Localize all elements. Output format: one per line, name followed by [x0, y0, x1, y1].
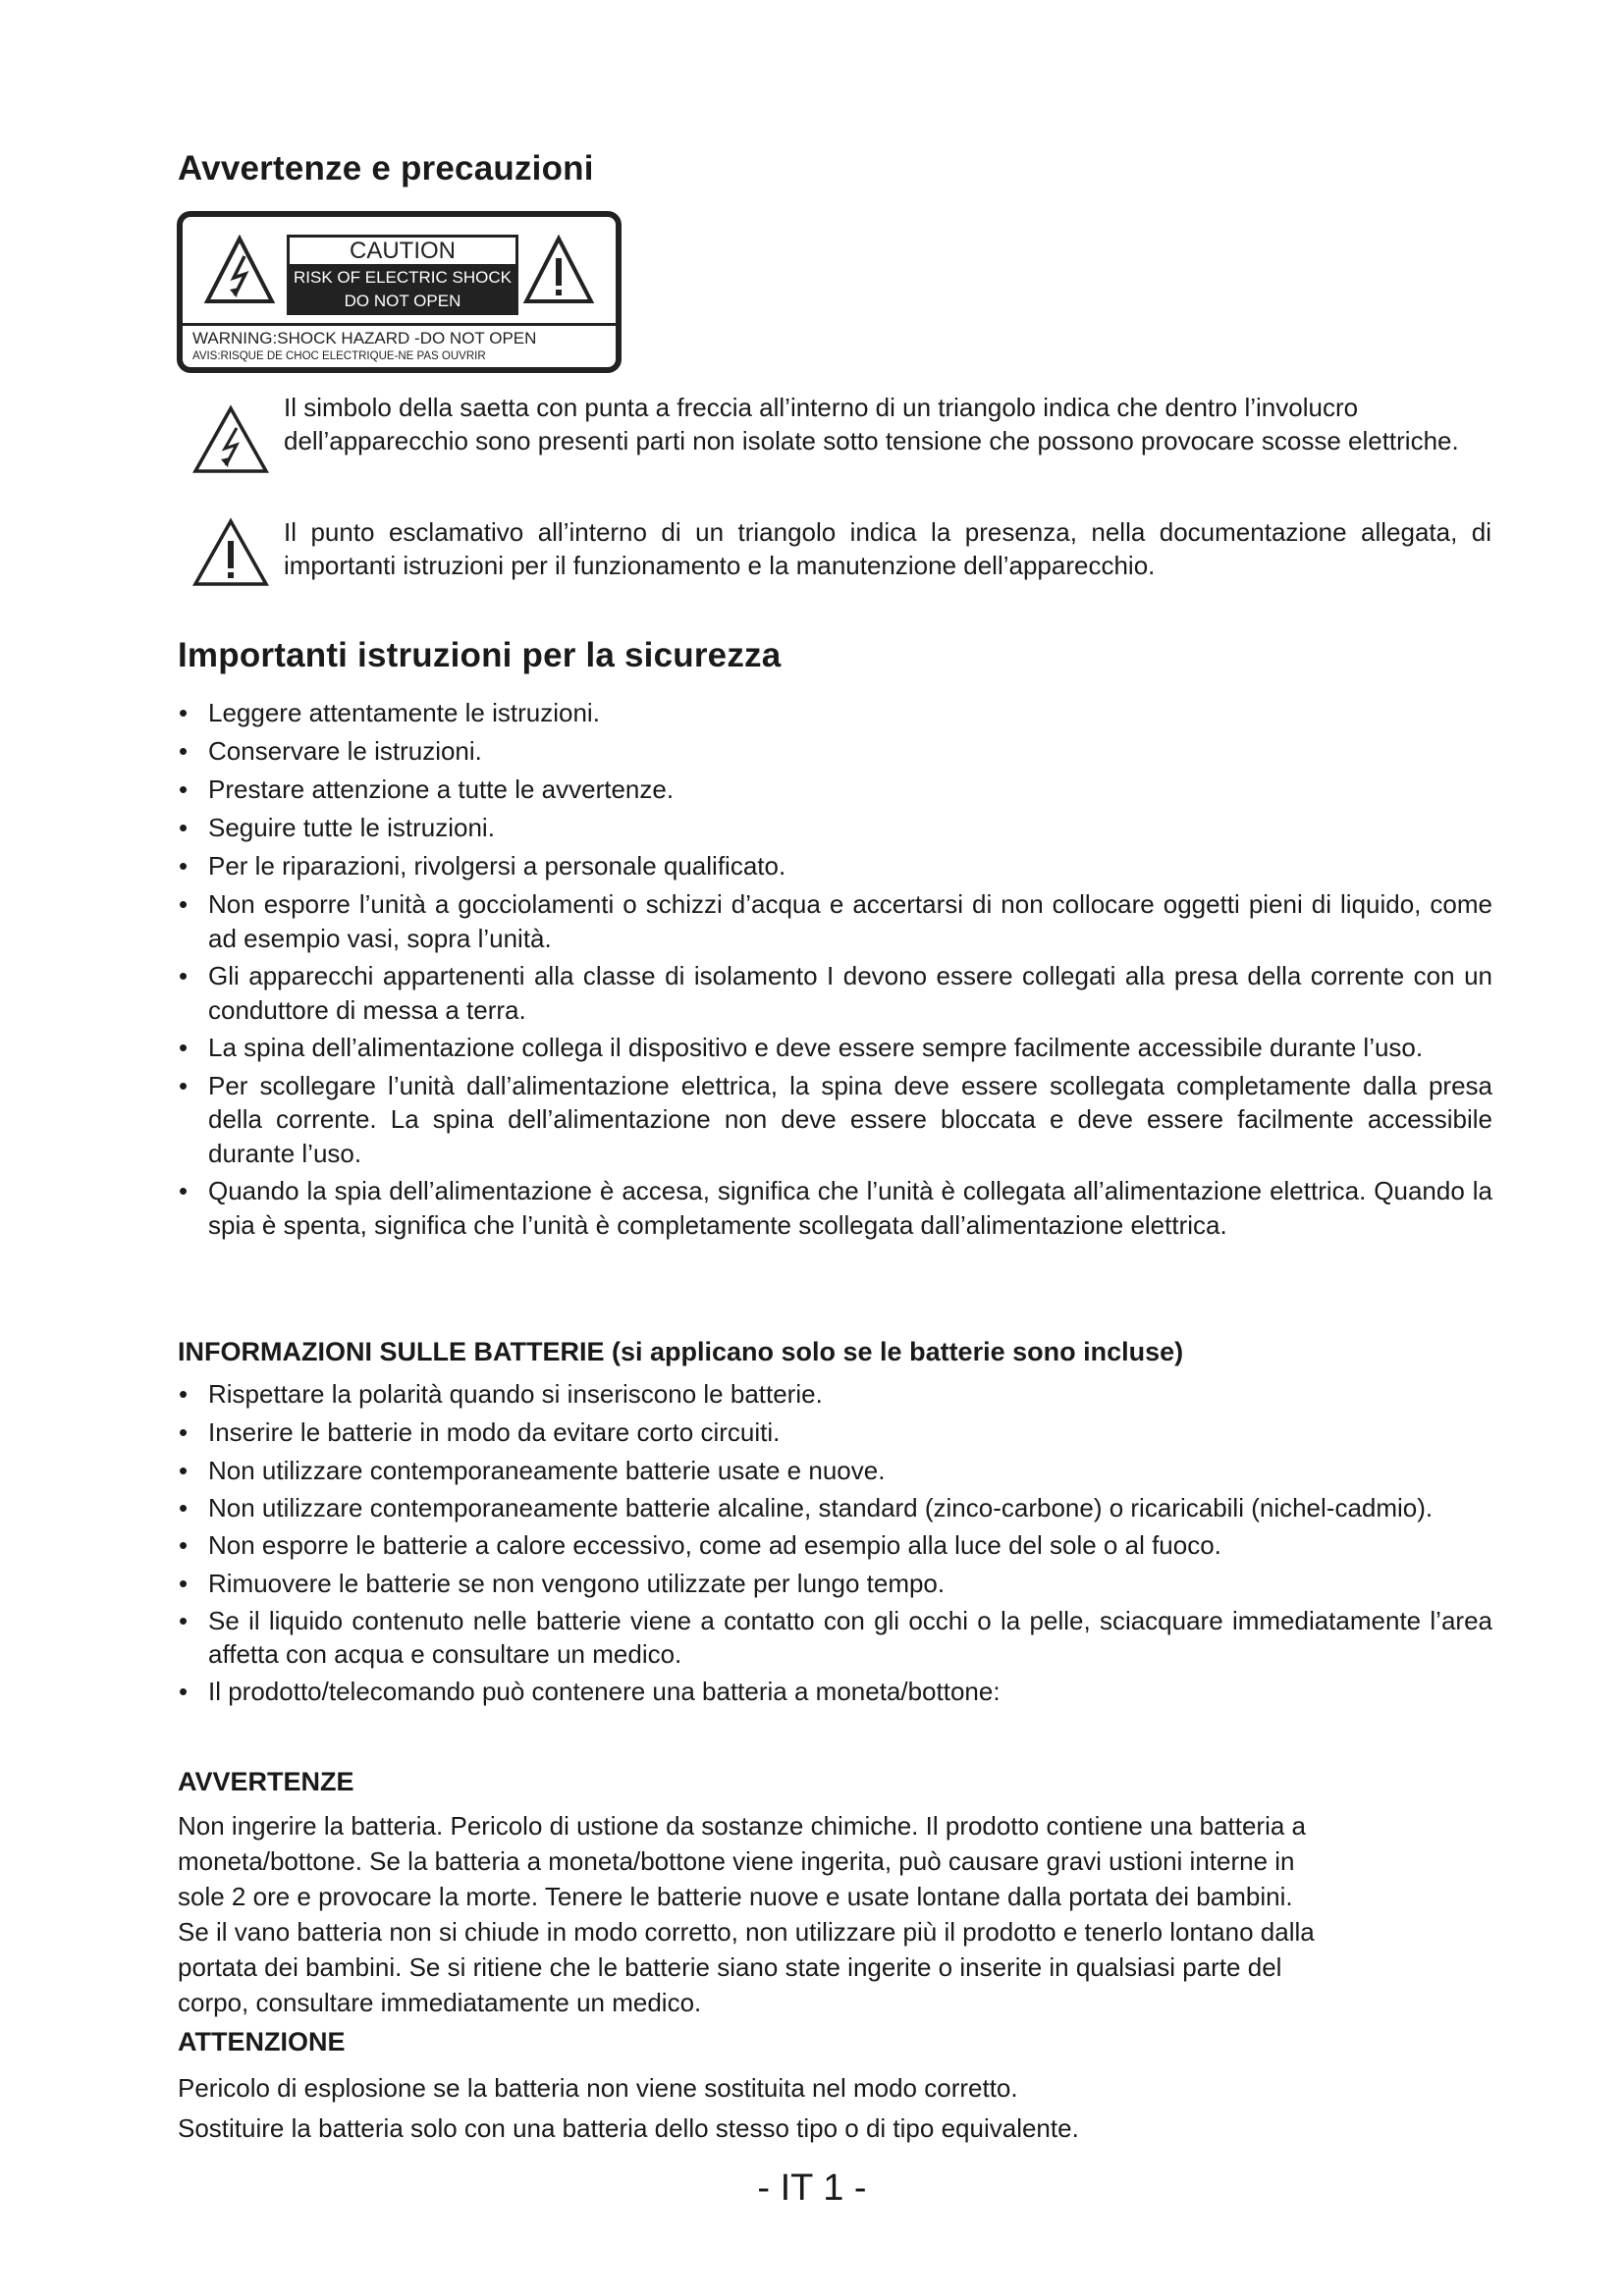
list-item: • Leggere attentamente le istruzioni.	[177, 696, 1492, 730]
exclamation-triangle-icon	[523, 235, 594, 305]
paragraph-line: corpo, consultare immediatamente un medico.	[178, 1988, 702, 2017]
heading-batteries: INFORMAZIONI SULLE BATTERIE (si applicano solo se le batterie sono incluse)	[178, 1337, 1184, 1366]
caution-warning-fr: AVIS:RISQUE DE CHOC ELECTRIQUE-NE PAS OUVRIR	[192, 350, 486, 362]
caution-center	[287, 235, 518, 315]
list-item: • Per scollegare l’unità dall’alimentazione elettrica, la spina deve essere scollegata completamente dalla presa della corrente. La spina dell’alimentazione non deve essere bloccata e deve essere facilmente accessibile durante l’uso.	[177, 1069, 1492, 1171]
lightning-bolt-triangle-icon	[204, 235, 275, 305]
safety-instructions-list	[177, 696, 1492, 1246]
list-item: • Quando la spia dell’alimentazione è accesa, significa che l’unità è collegata all’alimentazione elettrica. Quando la spia è spenta, significa che l’unità è completamente scollegata dall’alimentazione elettrica.	[177, 1174, 1492, 1242]
heading-safety: Importanti istruzioni per la sicurezza	[178, 636, 782, 674]
paragraph-line: Pericolo di esplosione se la batteria non viene sostituita nel modo corretto.	[178, 2073, 1018, 2103]
list-item: • Gli apparecchi appartenenti alla classe di isolamento I devono essere collegati alla presa della corrente con un conduttore di messa a terra.	[177, 959, 1492, 1027]
attenzione-paragraph	[178, 2068, 1484, 2149]
paragraph-line: portata dei bambini. Se si ritiene che le batterie siano state ingerite o inserite in qualsiasi parte del	[178, 1952, 1282, 1982]
caution-divider	[183, 323, 616, 326]
avvertenze-paragraph	[178, 1808, 1484, 2020]
list-item: • Rimuovere le batterie se non vengono utilizzate per lungo tempo.	[177, 1566, 1492, 1602]
caution-label	[177, 211, 622, 373]
list-item: • Inserire le batterie in modo da evitare corto circuiti.	[177, 1415, 1492, 1451]
list-item: • Non utilizzare contemporaneamente batterie alcaline, standard (zinco-carbone) o ricaricabili (nichel-cadmio).	[177, 1491, 1492, 1525]
heading-attenzione: ATTENZIONE	[178, 2027, 346, 2056]
list-item: • Non utilizzare contemporaneamente batterie usate e nuove.	[177, 1453, 1492, 1489]
caution-line-2: DO NOT OPEN	[344, 292, 461, 310]
heading-avvertenze: AVVERTENZE	[178, 1767, 354, 1796]
caution-title: CAUTION	[287, 235, 518, 264]
list-item: • Conservare le istruzioni.	[177, 734, 1492, 769]
exclamation-triangle-icon	[192, 517, 269, 588]
caution-warning-en: WARNING:SHOCK HAZARD -DO NOT OPEN	[192, 329, 537, 347]
list-item: • Prestare attenzione a tutte le avvertenze.	[177, 773, 1492, 807]
list-item: • Seguire tutte le istruzioni.	[177, 811, 1492, 845]
heading-warnings: Avvertenze e precauzioni	[178, 149, 594, 187]
list-item: • La spina dell’alimentazione collega il dispositivo e deve essere sempre facilmente accessibile durante l’uso.	[177, 1031, 1492, 1065]
list-item: • Rispettare la polarità quando si inseriscono le batterie.	[177, 1376, 1492, 1413]
list-item: • Se il liquido contenuto nelle batterie viene a contatto con gli occhi o la pelle, sciacquare immediatamente l’area affetta con acqua e consultare un medico.	[177, 1604, 1492, 1672]
paragraph-line: moneta/bottone. Se la batteria a moneta/bottone viene ingerita, può causare gravi ustioni interne in	[178, 1846, 1295, 1876]
paragraph-line: Se il vano batteria non si chiude in modo corretto, non utilizzare più il prodotto e tenerlo lontano dalla	[178, 1917, 1315, 1947]
list-item: • Per le riparazioni, rivolgersi a personale qualificato.	[177, 849, 1492, 883]
paragraph-line: sole 2 ore e provocare la morte. Tenere le batterie nuove e usate lontane dalla portata dei bambini.	[178, 1882, 1293, 1911]
exclamation-symbol-description: Il punto esclamativo all’interno di un triangolo indica la presenza, nella documentazione allegata, di importanti istruzioni per il funzionamento e la manutenzione dell’apparecchio.	[284, 517, 1491, 580]
caution-line-1: RISK OF ELECTRIC SHOCK	[294, 268, 512, 287]
lightning-bolt-triangle-icon	[192, 404, 269, 475]
list-item: • Il prodotto/telecomando può contenere una batteria a moneta/bottone:	[177, 1674, 1492, 1710]
battery-info-list	[177, 1376, 1492, 1712]
page-number: - IT 1 -	[757, 2167, 867, 2209]
bolt-symbol-description: Il simbolo della saetta con punta a freccia all’interno di un triangolo indica che dentro l’involucro dell’apparecchio sono presenti parti non isolate sotto tensione che possono provocare scosse elettriche.	[284, 393, 1459, 455]
list-item: • Non esporre l’unità a gocciolamenti o schizzi d’acqua e accertarsi di non collocare oggetti pieni di liquido, come ad esempio vasi, sopra l’unità.	[177, 887, 1492, 955]
paragraph-line: Sostituire la batteria solo con una batteria dello stesso tipo o di tipo equivalente.	[178, 2113, 1079, 2143]
caution-dark-band	[287, 264, 518, 315]
list-item: • Non esporre le batterie a calore eccessivo, come ad esempio alla luce del sole o al fuoco.	[177, 1527, 1492, 1564]
paragraph-line: Non ingerire la batteria. Pericolo di ustione da sostanze chimiche. Il prodotto contiene una batteria a	[178, 1811, 1307, 1841]
